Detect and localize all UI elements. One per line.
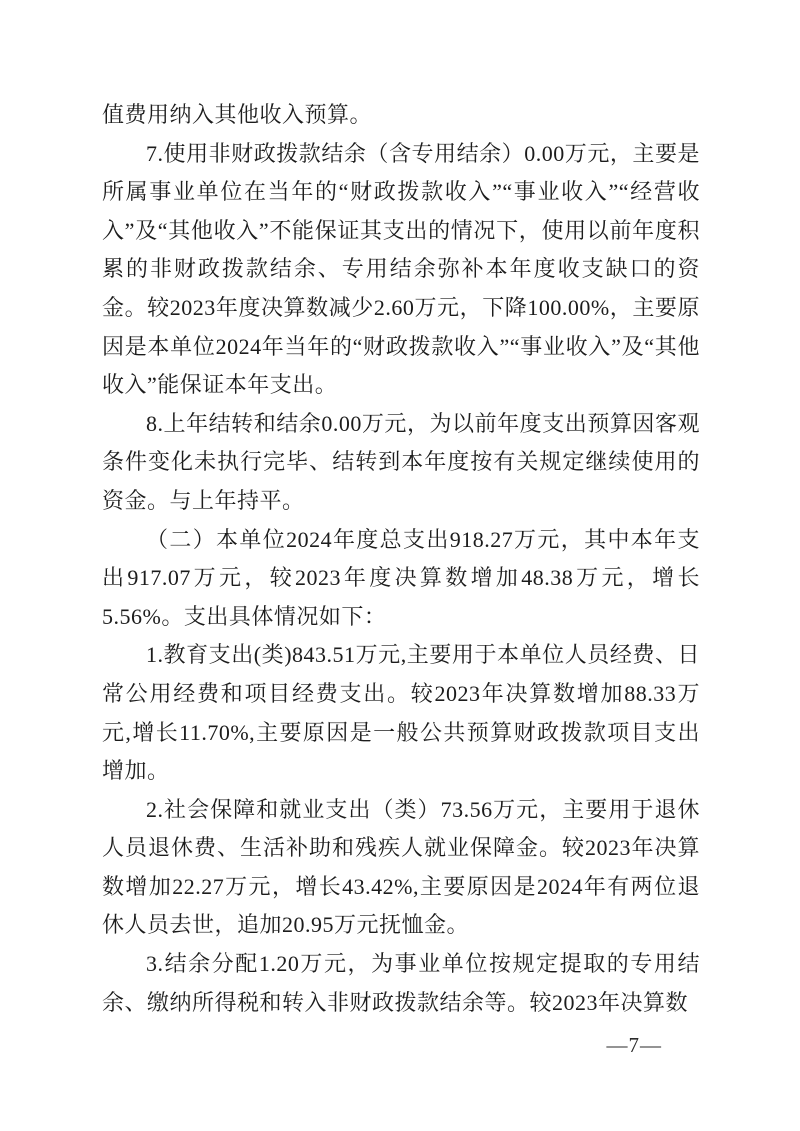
paragraph-section-2-total-expenditure: （二）本单位2024年度总支出918.27万元，其中本年支出917.07万元，较2023年度决算数增加48.38万元，增长5.56%。支出具体情况如下：: [102, 526, 700, 629]
paragraph-1-education-expenditure: 1.教育支出(类)843.51万元,主要用于本单位人员经费、日常公用经费和项目经费支出。较2023年决算数增加88.33万元,增长11.70%,主要原因是一般公共预算财政拨款项目支出增加。: [102, 642, 700, 784]
paragraph-2-social-security-expenditure: 2.社会保障和就业支出（类）73.56万元，主要用于退休人员退休费、生活补助和残疾人就业保障金。较2023年决算数增加22.27万元，增长43.42%,主要原因是2024年有两位退休人员去世，追加20.95万元抚恤金。: [102, 796, 700, 938]
document-body: [102, 96, 700, 1022]
paragraph-continuation-other-income: 值费用纳入其他收入预算。: [102, 102, 373, 127]
paragraph-8-prior-year-carryover: 8.上年结转和结余0.00万元，为以前年度支出预算因客观条件变化未执行完毕、结转到本年度按有关规定继续使用的资金。与上年持平。: [102, 410, 700, 513]
paragraph-3-surplus-distribution: 3.结余分配1.20万元，为事业单位按规定提取的专用结余、缴纳所得税和转入非财政拨款结余等。较2023年决算数: [102, 951, 700, 1015]
page-number: —7—: [606, 1033, 662, 1057]
paragraph-7-non-fiscal-carryover: 7.使用非财政拨款结余（含专用结余）0.00万元，主要是所属事业单位在当年的“财政拨款收入”“事业收入”“经营收入”及“其他收入”不能保证其支出的情况下，使用以前年度积累的非财政拨款结余、专用结余弥补本年度收支缺口的资金。较2023年度决算数减少2.60万元，下降100.00%，主要原因是本单位2024年当年的“财政拨款收入”“事业收入”及“其他收入”能保证本年支出。: [102, 140, 700, 398]
